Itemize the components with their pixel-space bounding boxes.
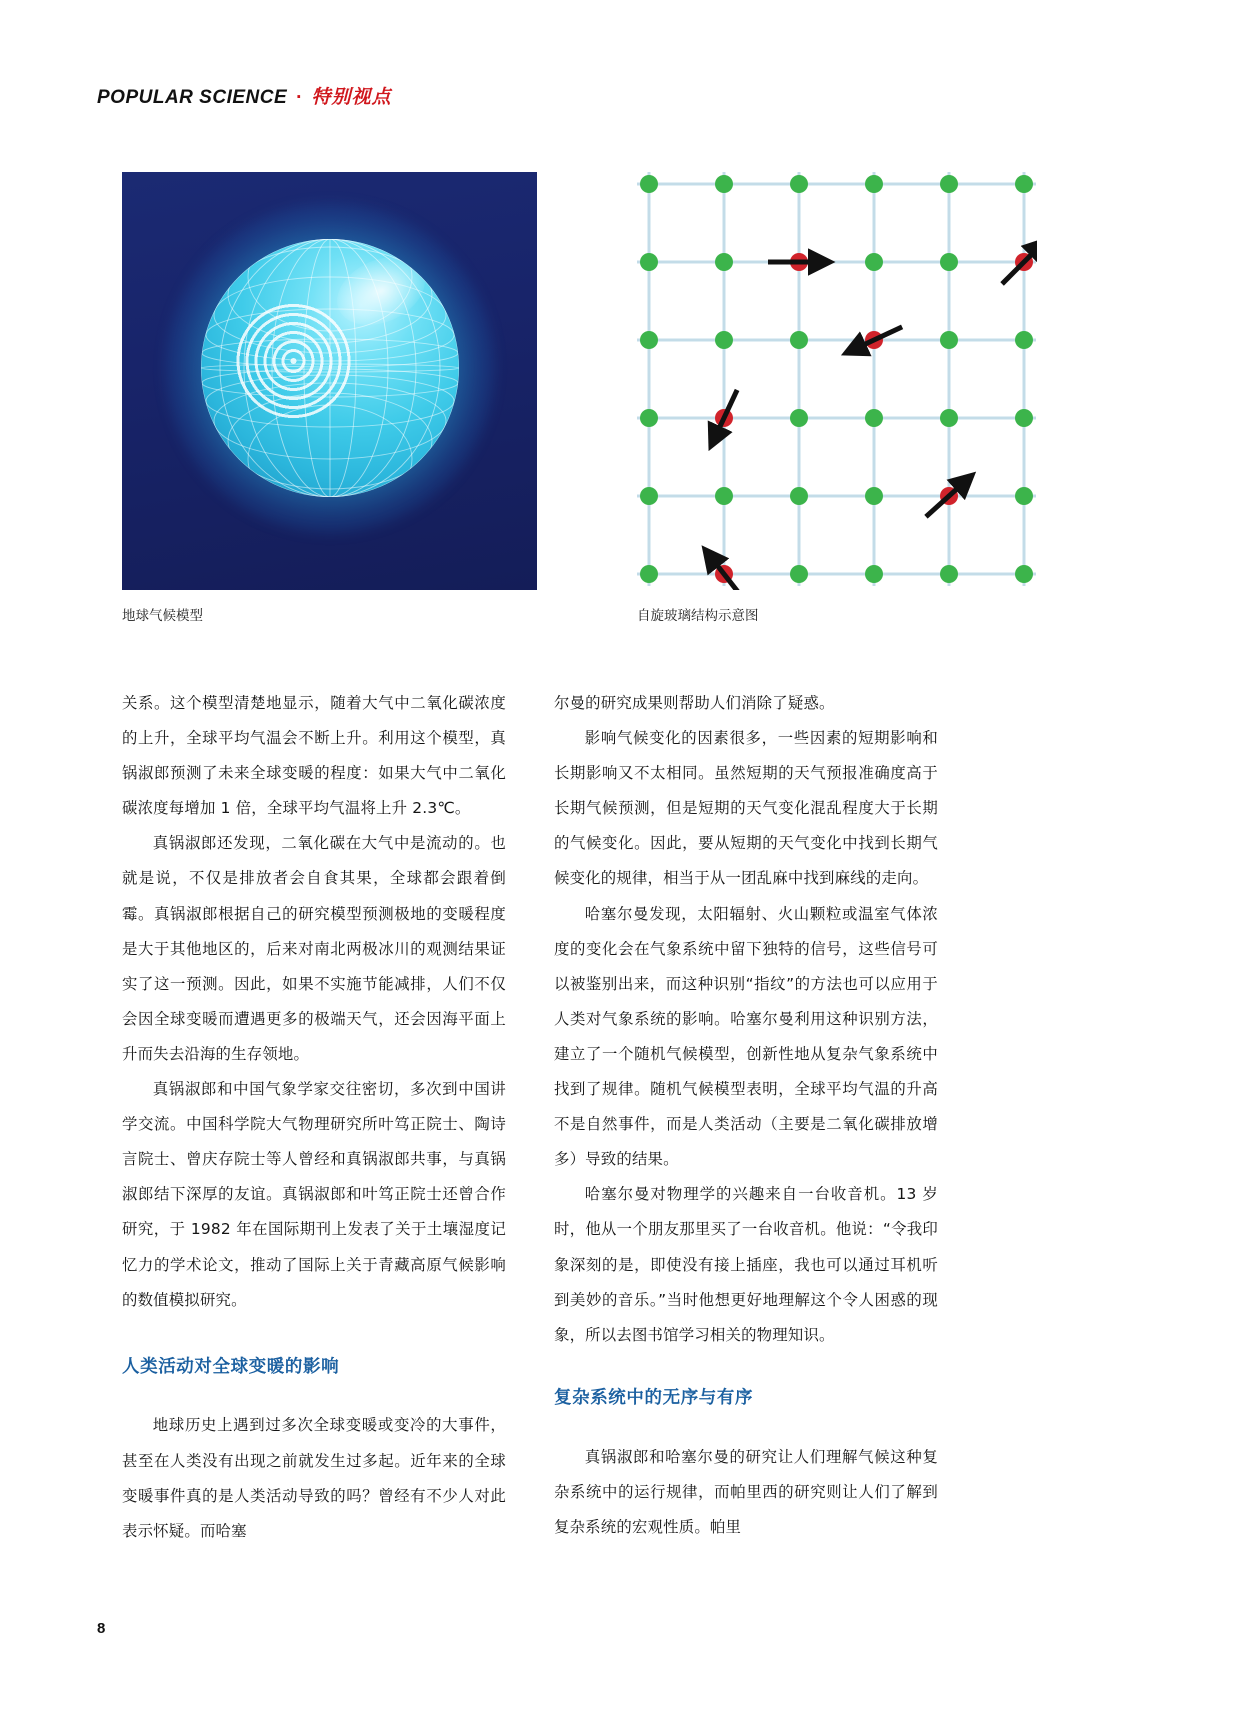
- lattice-node: [1015, 175, 1033, 193]
- lattice-node: [790, 409, 808, 427]
- paragraph: 真锅淑郎和中国气象学家交往密切，多次到中国讲学交流。中国科学院大气物理研究所叶笃正院士、陶诗言院士、曾庆存院士等人曾经和真锅淑郎共事，与真锅淑郎结下深厚的友谊。真锅淑郎和叶笃正院士还曾合作研究，于 1982 年在国际期刊上发表了关于土壤湿度记忆力的学术论文，推动了国际上关于青藏高原气候影响的数值模拟研究。: [122, 1080, 506, 1309]
- magazine-brand: POPULAR SCIENCE: [97, 87, 288, 108]
- lattice-node: [940, 565, 958, 583]
- spin-glass-diagram-icon: [637, 172, 1037, 590]
- lattice-node: [640, 175, 658, 193]
- section-heading-human-activity: 人类活动对全球变暖的影响: [122, 1356, 340, 1377]
- lattice-node: [940, 175, 958, 193]
- paragraph: 影响气候变化的因素很多，一些因素的短期影响和长期影响又不太相同。虽然短期的天气预报准确度高于长期气候预测，但是短期的天气变化混乱程度大于长期的气候变化。因此，要从短期的天气变化中找到长期气候变化的规律，相当于从一团乱麻中找到麻线的走向。: [554, 729, 938, 888]
- lattice-node: [865, 487, 883, 505]
- article-body: [122, 686, 1138, 1549]
- lattice-node: [715, 175, 733, 193]
- lattice-node: [790, 331, 808, 349]
- section-name: 特别视点: [311, 86, 392, 108]
- lattice-node: [640, 409, 658, 427]
- paragraph: 关系。这个模型清楚地显示，随着大气中二氧化碳浓度的上升，全球平均气温会不断上升。利用这个模型，真锅淑郎预测了未来全球变暖的程度：如果大气中二氧化碳浓度每增加 1 倍，全球平均气温将上升 2.3℃。: [122, 694, 506, 818]
- lattice-node: [715, 331, 733, 349]
- lattice-node: [865, 175, 883, 193]
- lattice-node: [715, 253, 733, 271]
- lattice-node: [790, 487, 808, 505]
- globe-image: [122, 172, 537, 590]
- page-number: 8: [97, 1620, 106, 1637]
- paragraph: 真锅淑郎和哈塞尔曼的研究让人们理解气候这种复杂系统中的运行规律，而帕里西的研究则让人们了解到复杂系统的宏观性质。帕里: [554, 1447, 938, 1536]
- runhead-separator-dot: ·: [296, 87, 303, 108]
- lattice-node: [865, 565, 883, 583]
- caption-earth-climate-model: 地球气候模型: [122, 608, 203, 624]
- paragraph: 尔曼的研究成果则帮助人们消除了疑惑。: [554, 694, 835, 712]
- globe-sphere: [201, 239, 459, 497]
- lattice-node: [715, 487, 733, 505]
- lattice-node: [640, 487, 658, 505]
- lattice-node: [940, 331, 958, 349]
- lattice-node: [640, 253, 658, 271]
- running-head: [97, 82, 391, 109]
- figure-spin-glass-lattice: [637, 172, 1037, 590]
- lattice-node: [640, 331, 658, 349]
- paragraph: 地球历史上遇到过多次全球变暖或变冷的大事件，甚至在人类没有出现之前就发生过多起。近年来的全球变暖事件真的是人类活动导致的吗？曾经有不少人对此表示怀疑。而哈塞: [122, 1416, 506, 1540]
- lattice-node: [1015, 565, 1033, 583]
- right-text-column: [554, 686, 938, 1549]
- figure-row: [97, 172, 1161, 642]
- lattice-node: [940, 409, 958, 427]
- paragraph: 哈塞尔曼对物理学的兴趣来自一台收音机。13 岁时，他从一个朋友那里买了一台收音机。他说：“令我印象深刻的是，即使没有接上插座，我也可以通过耳机听到美妙的音乐。”当时他想更好地理解这个令人困惑的现象，所以去图书馆学习相关的物理知识。: [554, 1185, 938, 1344]
- lattice-node: [790, 175, 808, 193]
- lattice-node: [640, 565, 658, 583]
- section-heading-complex-systems: 复杂系统中的无序与有序: [554, 1387, 754, 1408]
- lattice-node: [1015, 331, 1033, 349]
- lattice-node: [865, 253, 883, 271]
- left-text-column: [122, 686, 506, 1549]
- lattice-node: [1015, 487, 1033, 505]
- lattice-node: [1015, 409, 1033, 427]
- paragraph: 哈塞尔曼发现，太阳辐射、火山颗粒或温室气体浓度的变化会在气象系统中留下独特的信号，这些信号可以被鉴别出来，而这种识别“指纹”的方法也可以应用于人类对气象系统的影响。哈塞尔曼利用这种识别方法，建立了一个随机气候模型，创新性地从复杂气象系统中找到了规律。随机气候模型表明，全球平均气温的升高不是自然事件，而是人类活动（主要是二氧化碳排放增多）导致的结果。: [554, 904, 938, 1169]
- figure-earth-climate-model: [122, 172, 537, 590]
- lattice-node: [940, 253, 958, 271]
- caption-spin-glass-lattice: 自旋玻璃结构示意图: [637, 608, 759, 624]
- lattice-node: [790, 565, 808, 583]
- lattice-node: [865, 409, 883, 427]
- paragraph: 真锅淑郎还发现，二氧化碳在大气中是流动的。也就是说，不仅是排放者会自食其果，全球都会跟着倒霉。真锅淑郎根据自己的研究模型预测极地的变暖程度是大于其他地区的，后来对南北两极冰川的观测结果证实了这一预测。因此，如果不实施节能减排，人们不仅会因全球变暖而遭遇更多的极端天气，还会因海平面上升而失去沿海的生存领地。: [122, 834, 506, 1063]
